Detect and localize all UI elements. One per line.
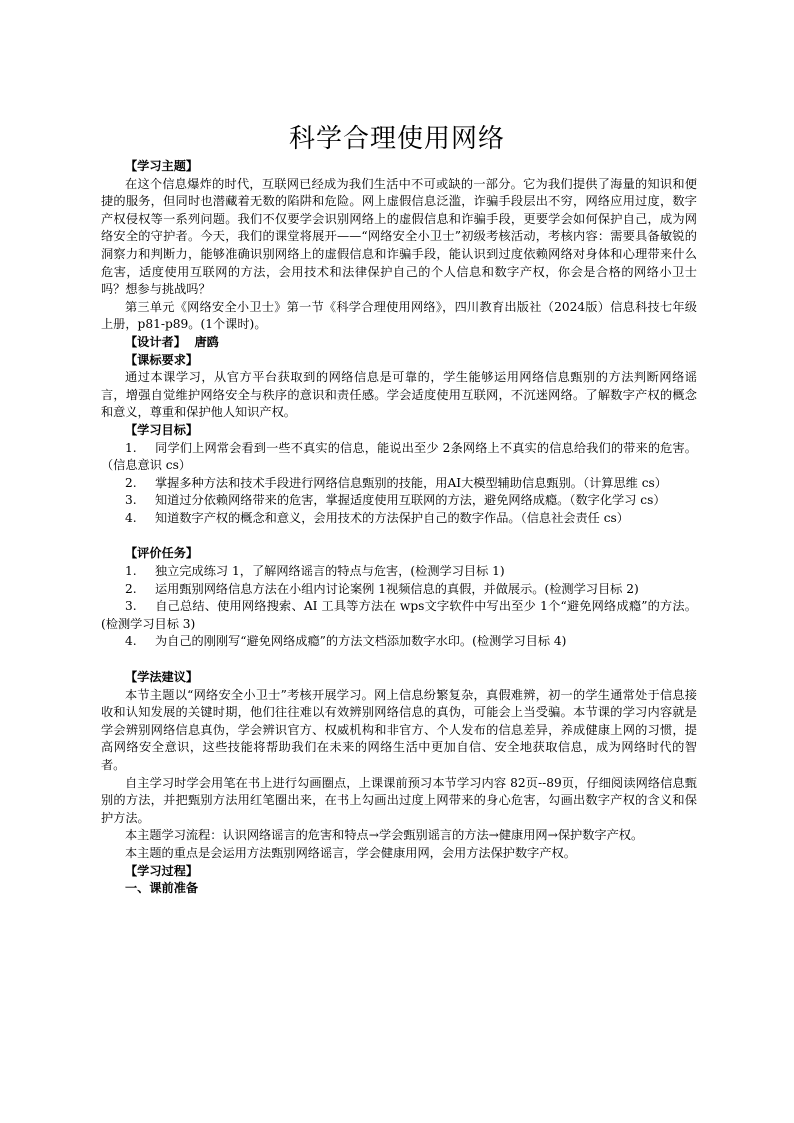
objective-text: 掌握多种方法和技术手段进行网络信息甄别的技能，用AI大模型辅助信息甄别。（计算思维 cs） [155,475,667,490]
document-body [101,158,697,898]
evaluation-text: 运用甄别网络信息方法在小组内讨论案例 1视频信息的真假，并做展示。(检测学习目标 2) [155,581,639,596]
heading-learning-theme: 【学习主题】 [125,159,199,173]
heading-study-advice: 【学法建议】 [125,670,199,685]
advice-paragraph: 本节主题以“网络安全小卫士”考核开展学习。网上信息纷繁复杂，真假难辨，初一的学生通常处于信息接收和认知发展的关键时期，他们往往难以有效辨别网络信息的真伪，可能会上当受骗。本节课的学习内容就是学会辨别网络信息真伪，学会辨识官方、权威机构和非官方、个人发布的信息差异，养成健康上网的习惯，提高网络安全意识，这些技能将帮助我们在未来的网络生活中更加自信、安全地获取信息，成为网络时代的智者。 [101,687,697,772]
evaluation-number: 3. [125,599,137,614]
subheading-pre-class: 一、课前准备 [125,881,199,896]
evaluation-number: 4. [125,634,137,649]
evaluation-item [101,581,697,599]
heading-evaluation-tasks: 【评价任务】 [125,546,199,561]
objective-text: 知道过分依赖网络带来的危害，掌握适度使用互联网的方法，避免网络成瘾。（数字化学习 cs） [155,493,666,508]
theme-paragraph: 在这个信息爆炸的时代，互联网已经成为我们生活中不可或缺的一部分。它为我们提供了海量的知识和便捷的服务，但同时也潜藏着无数的陷阱和危险。网上虚假信息泛滥，诈骗手段层出不穷，网络应用过度，数字产权侵权等一系列问题。我们不仅要学会识别网络上的虚假信息和诈骗手段，更要学会如何保护自己，成为网络安全的守护者。今天，我们的课堂将展开——“网络安全小卫士”初级考核活动，考核内容：需要具备敏锐的洞察力和判断力，能够准确识别网络上的虚假信息和诈骗手段，能认识到过度依赖网络对身体和心理带来什么危害，适度使用互联网的方法，会用技术和法律保护自己的个人信息和数字产权，你会是合格的网络小卫士吗？想参与挑战吗？ [101,176,697,297]
evaluation-item [101,633,697,651]
objective-number: 4. [125,510,137,525]
section-spacer [101,527,697,545]
advice-paragraph: 本主题的重点是会运用方法甄别网络谣言，学会健康用网，会用方法保护数字产权。 [125,845,576,860]
evaluation-item [101,598,697,633]
evaluation-text: 独立完成练习 1，了解网络谣言的特点与危害，(检测学习目标 1) [155,564,505,579]
objective-text: 同学们上网常会看到一些不真实的信息，能说出至少 2条网络上不真实的信息给我们的带来的危害。（信息意识 cs） [101,440,697,473]
page-title: 科学合理使用网络 [288,124,505,154]
objective-item [101,440,697,475]
designer-name: 唐鸥 [194,334,219,349]
objective-number: 1. [125,440,137,455]
evaluation-number: 1. [125,564,137,579]
objective-item [101,510,697,528]
objective-number: 2. [125,475,137,490]
objective-item [101,492,697,510]
evaluation-number: 2. [125,581,137,596]
evaluation-item [101,563,697,581]
designer-line [101,334,697,352]
advice-paragraph: 自主学习时学会用笔在书上进行勾画圈点，上课课前预习本节学习内容 82页--89页，仔细阅读网络信息甄别的方法，并把甄别方法用红笔圈出来，在书上勾画出过度上网带来的身心危害，勾画出数字产权的含义和保护方法。 [101,775,697,825]
section-spacer [101,651,697,669]
objective-item [101,475,697,493]
heading-designer: 【设计者】 [125,334,186,349]
objective-number: 3. [125,493,137,508]
heading-curriculum-standards: 【课标要求】 [125,352,199,367]
evaluation-text: 自己总结、使用网络搜索、AI 工具等方法在 wps文字软件中写出至少 1个“避免网络成瘾”的方法。(检测学习目标 3) [101,599,697,631]
heading-learning-process: 【学习过程】 [125,863,199,878]
heading-learning-objectives: 【学习目标】 [125,422,199,437]
advice-paragraph: 本主题学习流程：认识网络谣言的危害和特点→学会甄别谣言的方法→健康用网→保护数字产权。 [125,828,644,843]
evaluation-text: 为自己的刚刚写“避免网络成瘾”的方法文档添加数字水印。(检测学习目标 4) [155,634,567,649]
textbook-reference: 第三单元《网络安全小卫士》第一节《科学合理使用网络》，四川教育出版社（2024版）信息科技七年级上册，p81-p89。(1个课时)。 [101,299,697,332]
objective-text: 知道数字产权的概念和意义，会用技术的方法保护自己的数字作品。（信息社会责任 cs） [155,510,629,525]
standards-paragraph: 通过本课学习，从官方平台获取到的网络信息是可靠的，学生能够运用网络信息甄别的方法判断网络谣言，增强自觉维护网络安全与秩序的意识和责任感。学会适度使用互联网，不沉迷网络。了解数字产权的概念和意义，尊重和保护他人知识产权。 [101,370,697,420]
